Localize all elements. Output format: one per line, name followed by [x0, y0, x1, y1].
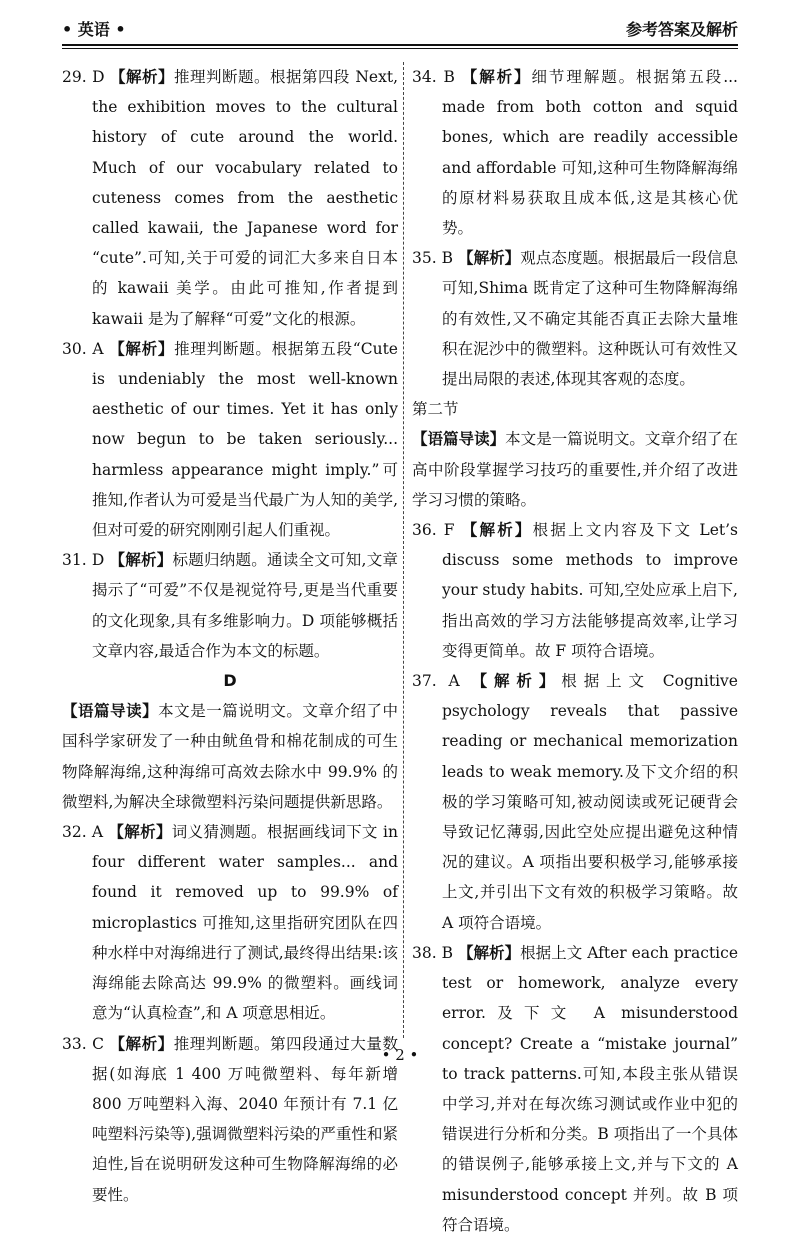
- answer-number: 33. C: [62, 1034, 104, 1053]
- analysis-tag: 【解析】: [109, 339, 175, 358]
- answer-number: 37. A: [412, 672, 460, 691]
- answer-number: 31. D: [62, 551, 105, 570]
- analysis-tag: 【解析】: [109, 68, 174, 86]
- analysis-tag: 【解析】: [458, 249, 521, 268]
- answer-number: 35. B: [412, 249, 454, 268]
- answer-number: 38. B: [412, 943, 454, 962]
- page-header: [62, 14, 738, 42]
- analysis-text: 推理判断题。根据第四段 Next, the exhibition moves to the cultural history of cute around the world. Much of our vocabulary related to cuteness comes from the aesthetic called kawaii, the Japanese word for “cute”.可知,关于可爱的词汇大多来自日本的 kawaii 美学。由此可推知,作者提到 kawaii 是为了解释“可爱”文化的根源。: [92, 68, 398, 328]
- section-heading: 第二节: [412, 400, 459, 419]
- answer-number: 34. B: [412, 68, 455, 86]
- analysis-tag: 【解析】: [461, 68, 532, 86]
- analysis-tag: 【语篇导读】: [62, 702, 159, 721]
- analysis-text: 细节理解题。根据第五段... made from both cotton and squid bones, which are readily accessible and affordable 可知,这种可生物降解海绵的原材料易获取且成本低,这是其核心优势。: [442, 68, 738, 238]
- page-number: • 2 •: [381, 1046, 419, 1064]
- answer-item: [412, 62, 738, 243]
- analysis-tag: 【解析】: [108, 823, 172, 842]
- answer-item: [412, 515, 738, 666]
- analysis-tag: 【解析】: [471, 672, 562, 691]
- passage-letter: D: [223, 671, 237, 691]
- answer-item: [62, 62, 398, 334]
- answer-number: 36. F: [412, 521, 455, 540]
- answer-number: 29. D: [62, 68, 105, 86]
- left-column: [62, 62, 398, 1210]
- analysis-tag: 【解析】: [461, 521, 533, 540]
- analysis-text: 推理判断题。根据第五段“Cute is undeniably the most well-known aesthetic of our times. Yet it has only now begun to be taken seriously... harmless appearance might imply.”可推知,作者认为可爱是当代最广为人知的美学,但对可爱的研究刚刚引起人们重视。: [92, 339, 398, 540]
- analysis-text: 本文是一篇说明文。文章介绍了在高中阶段掌握学习技巧的重要性,并介绍了改进学习习惯的策略。: [412, 430, 738, 509]
- header-title: 参考答案及解析: [625, 19, 738, 39]
- analysis-text: 根据上文 Cognitive psychology reveals that passive reading or mechanical memorization leads to weak memory.及下文介绍的积极的学习策略可知,被动阅读或死记硬背会导致记忆薄弱,因此空处应提出避免这种情况的建议。A 项指出要积极学习,能够承接上文,并引出下文有效的积极学习策略。故 A 项符合语境。: [442, 672, 738, 932]
- answer-item: [412, 243, 738, 394]
- analysis-tag: 【语篇导读】: [412, 430, 506, 449]
- answer-item: [412, 666, 738, 938]
- analysis-text: 本文是一篇说明文。文章介绍了中国科学家研发了一种由鱿鱼骨和棉花制成的可生物降解海绵,这种海绵可高效去除水中 99.9% 的微塑料,为解决全球微塑料污染问题提供新思路。: [62, 702, 398, 811]
- analysis-text: 根据上文内容及下文 Let’s discuss some methods to improve your study habits. 可知,空处应承上启下,指出高效的学习方法能够提高效率,让学习变得更简单。故 F 项符合语境。: [442, 521, 738, 660]
- analysis-tag: 【解析】: [109, 551, 173, 570]
- analysis-text: 观点态度题。根据最后一段信息可知,Shima 既肯定了这种可生物降解海绵的有效性,又不确定其能否真正去除大量堆积在泥沙中的微塑料。这种既认可有效性又提出局限的表述,体现其客观的态度。: [442, 249, 738, 389]
- answer-number: 30. A: [62, 339, 104, 358]
- header-rule: [62, 44, 738, 46]
- passage-intro: [412, 424, 738, 515]
- passage-intro: [62, 696, 398, 817]
- column-divider: [403, 62, 404, 1038]
- analysis-text: 词义猜测题。根据画线词下文 in four different water samples... and found it removed up to 99.9% of microplastics 可推知,这里指研究团队在四种水样中对海绵进行了测试,最终得出结果:该海绵能去除高达 99.9% 的微塑料。画线词意为“认真检查”,和 A 项意思相近。: [92, 823, 398, 1023]
- subject-label: • 英语 •: [62, 19, 126, 39]
- answer-item: [62, 334, 398, 545]
- analysis-text: 根据上文 After each practice test or homework, analyze every error.及下文 A misunderstood concept? Create a “mistake journal” to track patterns.可知,本段主张从错误中学习,并对在每次练习测试或作业中犯的错误进行分析和分类。B 项指出了一个具体的错误例子,能够承接上文,并与下文的 A misunderstood concept 并列。故 B 项符合语境。: [442, 943, 738, 1234]
- analysis-tag: 【解析】: [457, 943, 521, 962]
- header-rule-thin: [62, 48, 738, 49]
- analysis-tag: 【解析】: [109, 1034, 174, 1053]
- answer-item: [62, 545, 398, 666]
- analysis-text: 标题归纳题。通读全文可知,文章揭示了“可爱”不仅是视觉符号,更是当代重要的文化现象,具有多维影响力。D 项能够概括文章内容,最适合作为本文的标题。: [92, 551, 398, 660]
- answer-item: [412, 938, 738, 1240]
- answer-item: [62, 817, 398, 1028]
- answer-number: 32. A: [62, 823, 104, 842]
- analysis-text: 推理判断题。第四段通过大量数据(如海底 1 400 万吨微塑料、每年新增 800 万吨塑料入海、2040 年预计有 7.1 亿吨塑料污染等),强调微塑料污染的严重性和紧迫性,旨在说明研发这种可生物降解海绵的必要性。: [92, 1034, 398, 1204]
